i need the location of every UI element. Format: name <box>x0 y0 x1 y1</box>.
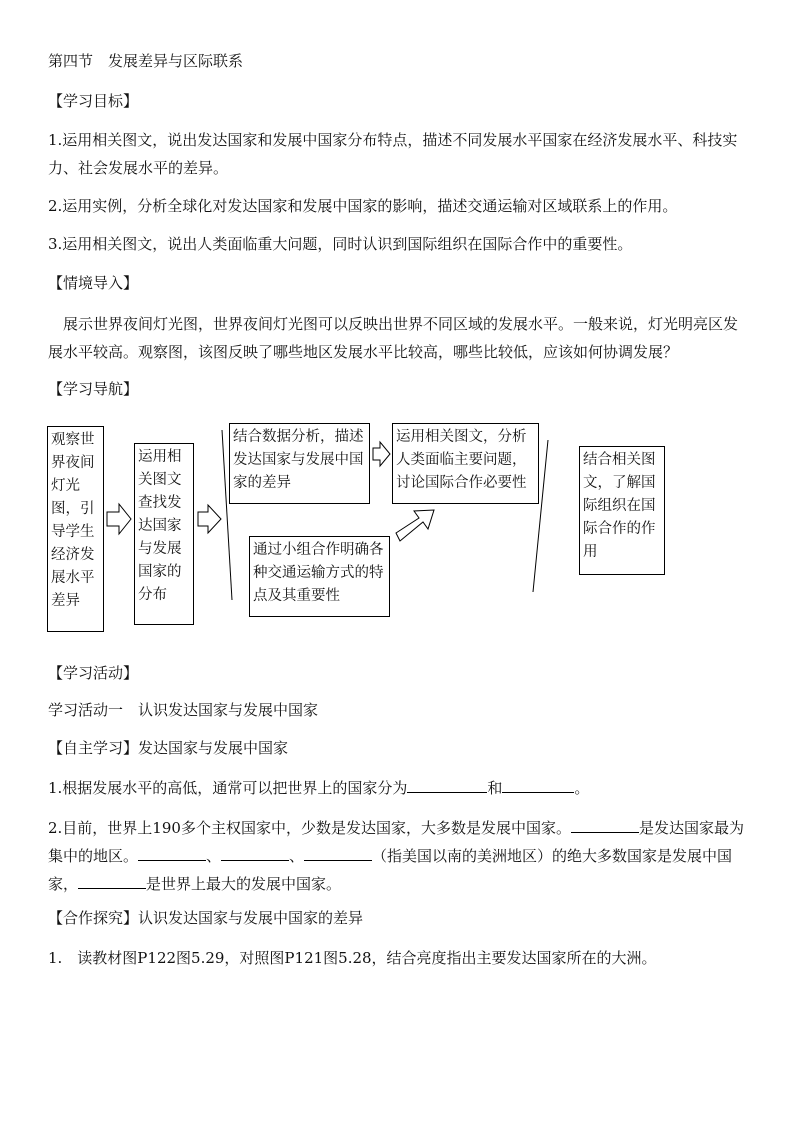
flow-box-distribution: 运用相关图文查找发达国家与发展国家的分布 <box>134 443 194 625</box>
activity1-title: 学习活动一 认识发达国家与发展中国家 <box>48 701 319 719</box>
heading-intro: 【情境导入】 <box>48 274 139 292</box>
q1-text-pre: 1.根据发展水平的高低，通常可以把世界上的国家分为 <box>48 779 408 797</box>
q1-blank-1[interactable] <box>407 776 487 793</box>
goal-2: 2.运用实例，分析全球化对发达国家和发展中国家的影响，描述交通运输对区域联系上的作用。 <box>48 197 678 215</box>
flow-box-intl-orgs: 结合相关图文，了解国际组织在国际合作的作用 <box>579 446 665 575</box>
flow-arrow-2 <box>198 505 221 533</box>
flow-box-transport: 通过小组合作明确各种交通运输方式的特点及其重要性 <box>249 536 390 617</box>
flow-box-global-problems: 运用相关图文，分析人类面临主要问题，讨论国际合作必要性 <box>392 423 539 504</box>
flow-box-differences: 结合数据分析，描述发达国家与发展中国家的差异 <box>229 423 370 504</box>
flow-box-observe: 观察世界夜间灯光图，引导学生经济发展水平差异 <box>47 426 104 632</box>
question-1 <box>48 775 589 801</box>
q2-text-2: 是发达国家最为集中的地区。 <box>48 819 744 865</box>
q2-sep-2: 、 <box>289 847 305 865</box>
q1-blank-2[interactable] <box>502 776 574 793</box>
section-title: 第四节 发展差异与区际联系 <box>48 52 244 70</box>
q2-blank-1[interactable] <box>571 816 639 833</box>
q2-blank-4[interactable] <box>304 844 372 861</box>
q2-text-1: 2.目前，世界上190多个主权国家中，少数是发达国家，大多数是发展中国家。 <box>48 819 571 837</box>
intro-text: 展示世界夜间灯光图，世界夜间灯光图可以反映出世界不同区域的发展水平。一般来说，灯光明亮区发展水平较高。观察图，该图反映了哪些地区发展水平比较高，哪些比较低，应该如何协调发展？ <box>48 315 739 361</box>
heading-goals: 【学习目标】 <box>48 92 139 110</box>
question-2 <box>48 814 748 898</box>
flow-arrow-3 <box>373 442 390 466</box>
q2-blank-2[interactable] <box>138 844 206 861</box>
flow-arrow-diagonal <box>396 510 434 541</box>
q2-blank-5[interactable] <box>78 872 146 889</box>
q1-text-post: 。 <box>574 779 590 797</box>
coop-heading: 【合作探究】认识发达国家与发展中国家的差异 <box>48 909 364 927</box>
flow-arrow-1 <box>107 504 131 534</box>
flow-bracket-2 <box>533 440 548 592</box>
coop-question-1: 1. 读教材图P122图5.29，对照图P121图5.28，结合亮度指出主要发达国家所在的大洲。 <box>48 949 657 967</box>
q2-text-4: 是世界上最大的发展中国家。 <box>146 875 342 893</box>
q2-blank-3[interactable] <box>221 844 289 861</box>
q1-text-mid: 和 <box>487 779 503 797</box>
flow-bracket-1 <box>222 430 232 600</box>
self-study-heading: 【自主学习】发达国家与发展中国家 <box>48 739 289 757</box>
goal-1: 1.运用相关图文，说出发达国家和发展中国家分布特点，描述不同发展水平国家在经济发展水平、科技实力、社会发展水平的差异。 <box>48 131 738 177</box>
heading-activity: 【学习活动】 <box>48 664 139 682</box>
q2-sep-1: 、 <box>206 847 222 865</box>
goal-3: 3.运用相关图文，说出人类面临重大问题，同时认识到国际组织在国际合作中的重要性。 <box>48 235 633 253</box>
q2-text-3: （指美国以南的美洲地区）的绝大多数国家是发展中国家， <box>48 847 733 893</box>
heading-nav: 【学习导航】 <box>48 380 139 398</box>
